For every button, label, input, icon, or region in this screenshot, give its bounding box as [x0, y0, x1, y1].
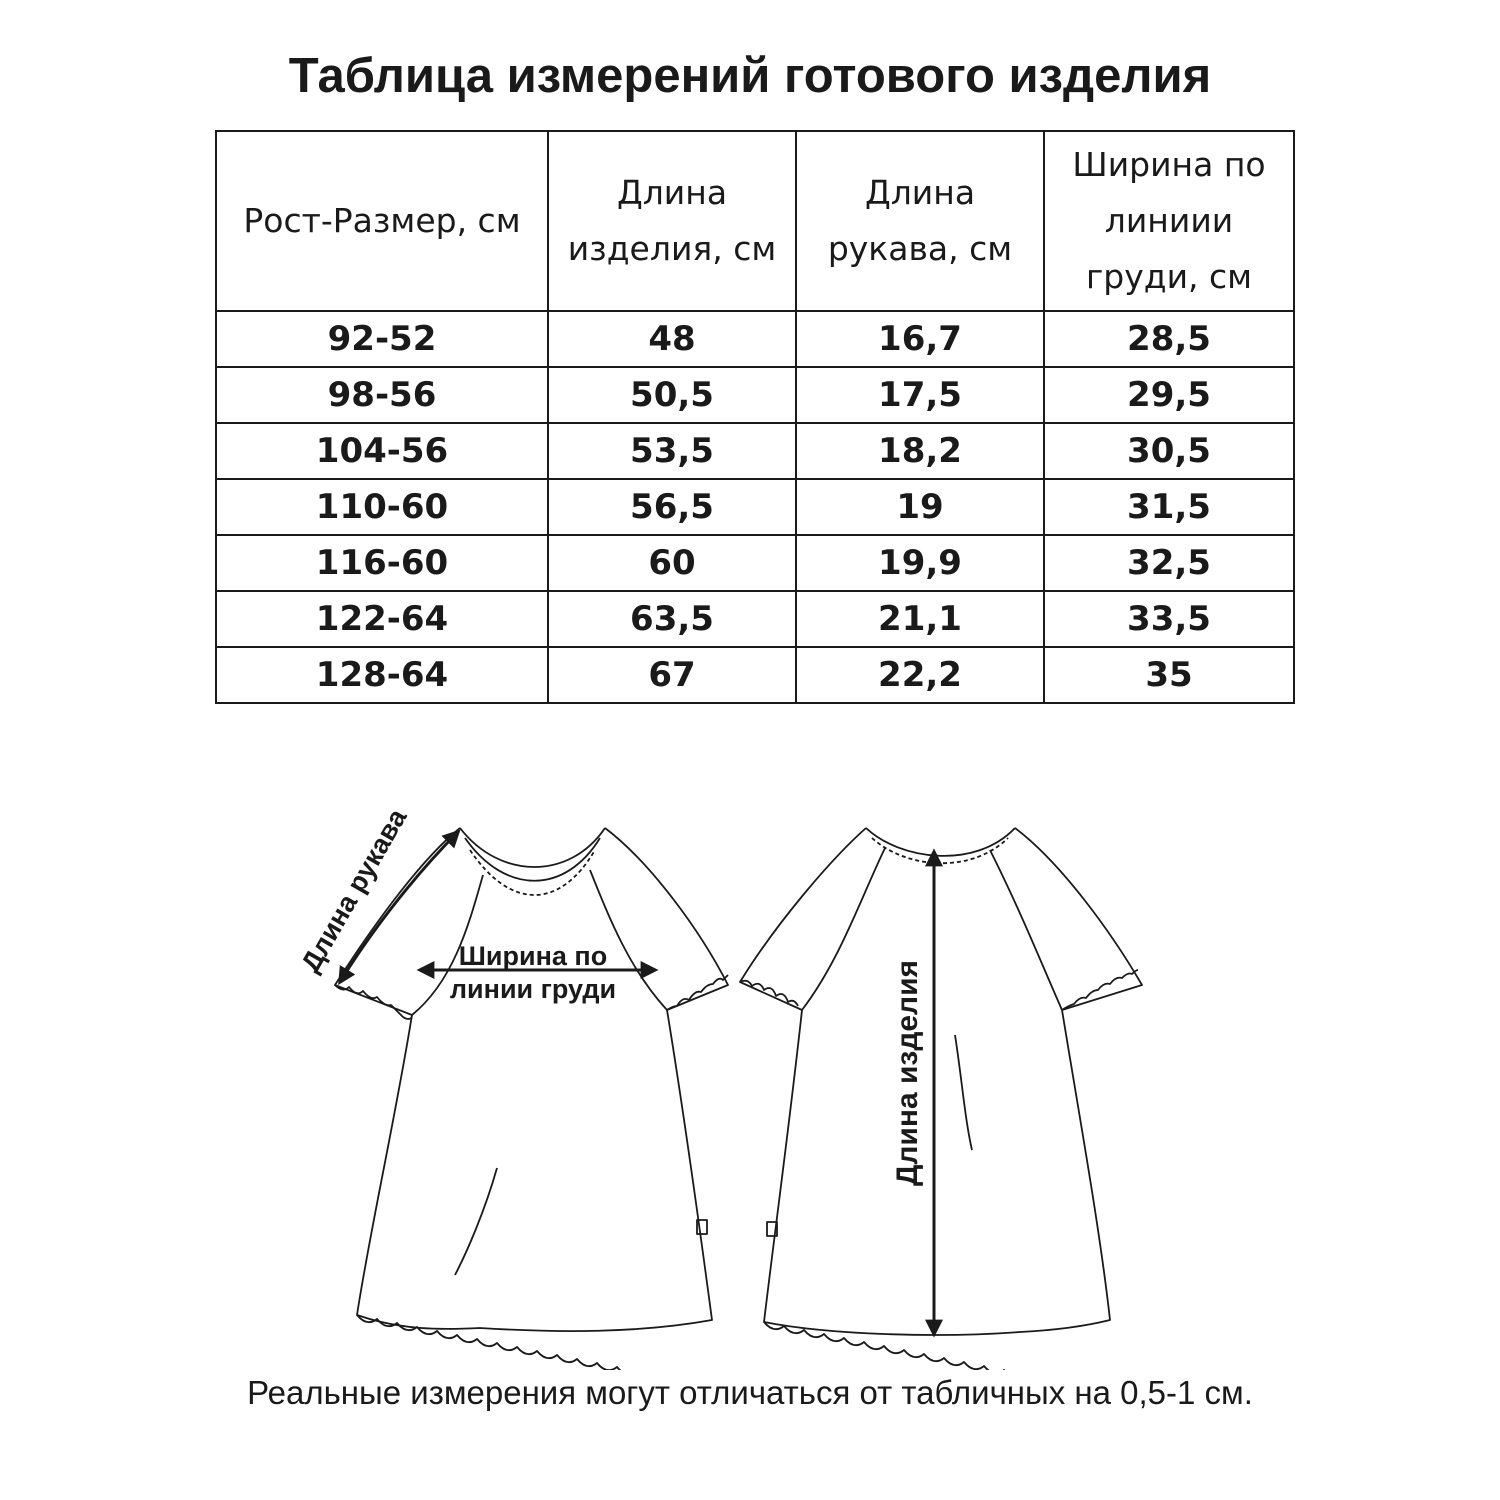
table-row — [216, 311, 1294, 367]
table-cell: 30,5 — [1044, 423, 1294, 479]
garment-length-label: Длина изделия — [891, 959, 924, 1187]
table-cell: 53,5 — [548, 423, 796, 479]
table-cell: 29,5 — [1044, 367, 1294, 423]
table-cell: 16,7 — [796, 311, 1044, 367]
table-row — [216, 535, 1294, 591]
table-cell: 18,2 — [796, 423, 1044, 479]
back-dress-outline — [740, 828, 1142, 1370]
table-cell: 110-60 — [216, 479, 548, 535]
table-row — [216, 479, 1294, 535]
table-cell: 67 — [548, 647, 796, 703]
table-cell: 19,9 — [796, 535, 1044, 591]
header-line: изделия, см — [567, 229, 777, 268]
table-row — [216, 647, 1294, 703]
table-cell: 19 — [796, 479, 1044, 535]
header-line: Длина — [864, 173, 976, 212]
sleeve-length-label: Длина рукава — [295, 803, 413, 977]
header-line: Рост-Размер, см — [243, 201, 521, 240]
header-line: Длина — [616, 173, 728, 212]
garment-diagram — [0, 720, 1500, 1370]
table-cell: 17,5 — [796, 367, 1044, 423]
header-line: линиии — [1104, 201, 1234, 240]
table-cell: 98-56 — [216, 367, 548, 423]
table-cell: 21,1 — [796, 591, 1044, 647]
header-garment-length — [548, 131, 796, 311]
table-cell: 56,5 — [548, 479, 796, 535]
table-cell: 92-52 — [216, 311, 548, 367]
table-cell: 104-56 — [216, 423, 548, 479]
table-header-row — [216, 131, 1294, 311]
table-cell: 31,5 — [1044, 479, 1294, 535]
table-cell: 33,5 — [1044, 591, 1294, 647]
header-line: груди, см — [1085, 257, 1253, 296]
table-cell: 63,5 — [548, 591, 796, 647]
header-line: рукава, см — [827, 229, 1013, 268]
table-cell: 116-60 — [216, 535, 548, 591]
table-cell: 122-64 — [216, 591, 548, 647]
header-line: Ширина по — [1072, 145, 1266, 184]
table-cell: 128-64 — [216, 647, 548, 703]
page-title: Таблица измерений готового изделия — [288, 49, 1212, 103]
table-cell: 35 — [1044, 647, 1294, 703]
table-cell: 32,5 — [1044, 535, 1294, 591]
table-cell: 22,2 — [796, 647, 1044, 703]
header-chest-width — [1044, 131, 1294, 311]
table-cell: 60 — [548, 535, 796, 591]
table-row — [216, 423, 1294, 479]
table-cell: 50,5 — [548, 367, 796, 423]
table-row — [216, 367, 1294, 423]
table-row — [216, 591, 1294, 647]
size-table — [215, 130, 1295, 704]
header-sleeve-length — [796, 131, 1044, 311]
front-dress-outline — [335, 828, 728, 1370]
header-height-size — [216, 131, 548, 311]
table-cell: 28,5 — [1044, 311, 1294, 367]
footnote: Реальные измерения могут отличаться от табличных на 0,5-1 см. — [247, 1374, 1253, 1411]
table-cell: 48 — [548, 311, 796, 367]
chest-width-label-line2: линии груди — [449, 974, 617, 1004]
chest-width-label-line1: Ширина по — [458, 941, 608, 971]
